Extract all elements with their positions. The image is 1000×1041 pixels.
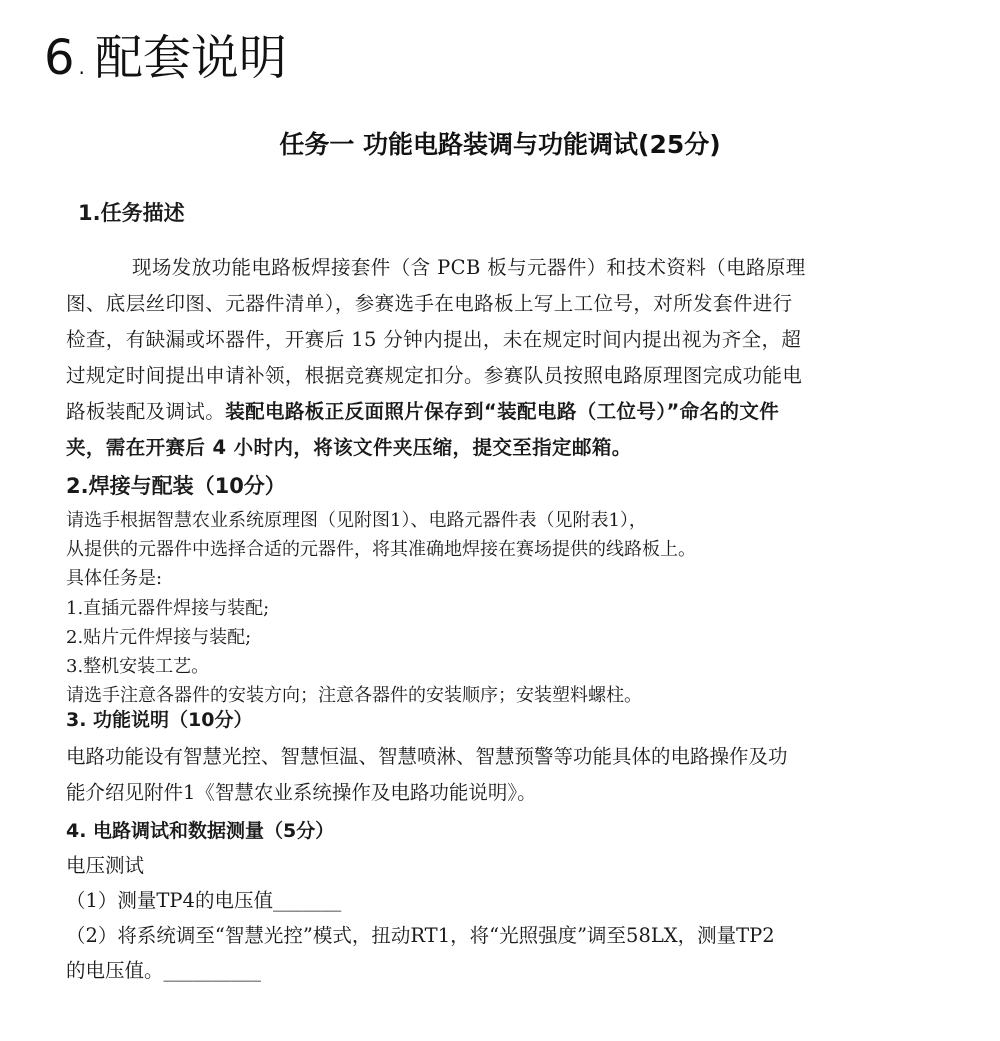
page-heading — [44, 26, 287, 99]
section-4-title: 4. 电路调试和数据测量（5分） — [66, 820, 335, 842]
section-2-line: 请选手根据智慧农业系统原理图（见附图1）、电路元器件表（见附表1）， — [66, 510, 647, 531]
section-3-title: 3. 功能说明（10分） — [66, 709, 253, 731]
section-2-line: 2.贴片元件焊接与装配; — [66, 626, 252, 648]
section-1-title: 1.任务描述 — [78, 201, 185, 225]
section-1-line: 现场发放功能电路板焊接套件（含 PCB 板与元器件）和技术资料（电路原理 — [132, 256, 806, 279]
section-2-line: 从提供的元器件中选择合适的元器件，将其准确地焊接在赛场提供的线路板上。 — [66, 539, 696, 561]
section-1-line-5-bold: 装配电路板正反面照片保存到“装配电路（工位号）”命名的文件 — [225, 400, 780, 423]
section-1-body — [66, 250, 916, 466]
section-2-line: 1.直插元器件焊接与装配; — [66, 597, 270, 619]
page-heading-number: 6 — [44, 30, 75, 86]
section-3-line: 电路功能设有智慧光控、智慧恒温、智慧喷淋、智慧预警等功能具体的电路操作及功 — [66, 745, 788, 768]
section-2-line: 请选手注意各器件的安装方向；注意各器件的安装顺序；安装塑料螺柱。 — [66, 685, 642, 707]
section-4-line: （1）测量TP4的电压值_______ — [66, 889, 342, 912]
task-title: 任务一 功能电路装调与功能调试(25分) — [279, 130, 721, 159]
section-1-line — [66, 394, 916, 430]
page-heading-dot: . — [78, 55, 85, 79]
section-4-body — [66, 848, 926, 988]
section-2-title: 2.焊接与配装（10分） — [66, 474, 286, 498]
section-1-line: 检查，有缺漏或坏器件，开赛后 15 分钟内提出，未在规定时间内提出视为齐全，超 — [66, 328, 802, 351]
section-2-line: 3.整机安装工艺。 — [66, 655, 210, 677]
section-4-line: 的电压值。__________ — [66, 959, 262, 982]
section-4-line: （2）将系统调至“智慧光控”模式，扭动RT1，将“光照强度”调至58LX，测量TP2 — [66, 924, 775, 947]
section-2-line: 具体任务是: — [66, 568, 163, 590]
section-1-line: 图、底层丝印图、元器件清单），参赛选手在电路板上写上工位号，对所发套件进行 — [66, 292, 793, 315]
section-1-line-6-bold: 夹，需在开赛后 4 小时内，将该文件夹压缩，提交至指定邮箱。 — [66, 436, 632, 459]
section-1-line: 过规定时间提出申请补领，根据竞赛规定扣分。参赛队员按照电路原理图完成功能电 — [66, 364, 803, 387]
section-3-line: 能介绍见附件1《智慧农业系统操作及电路功能说明》。 — [66, 781, 537, 804]
section-4-line: 电压测试 — [66, 854, 145, 877]
section-2-body — [66, 506, 926, 710]
section-1-line-5-normal: 路板装配及调试。 — [66, 400, 226, 423]
section-3-body — [66, 739, 926, 811]
page-heading-title: 配套说明 — [94, 30, 287, 86]
